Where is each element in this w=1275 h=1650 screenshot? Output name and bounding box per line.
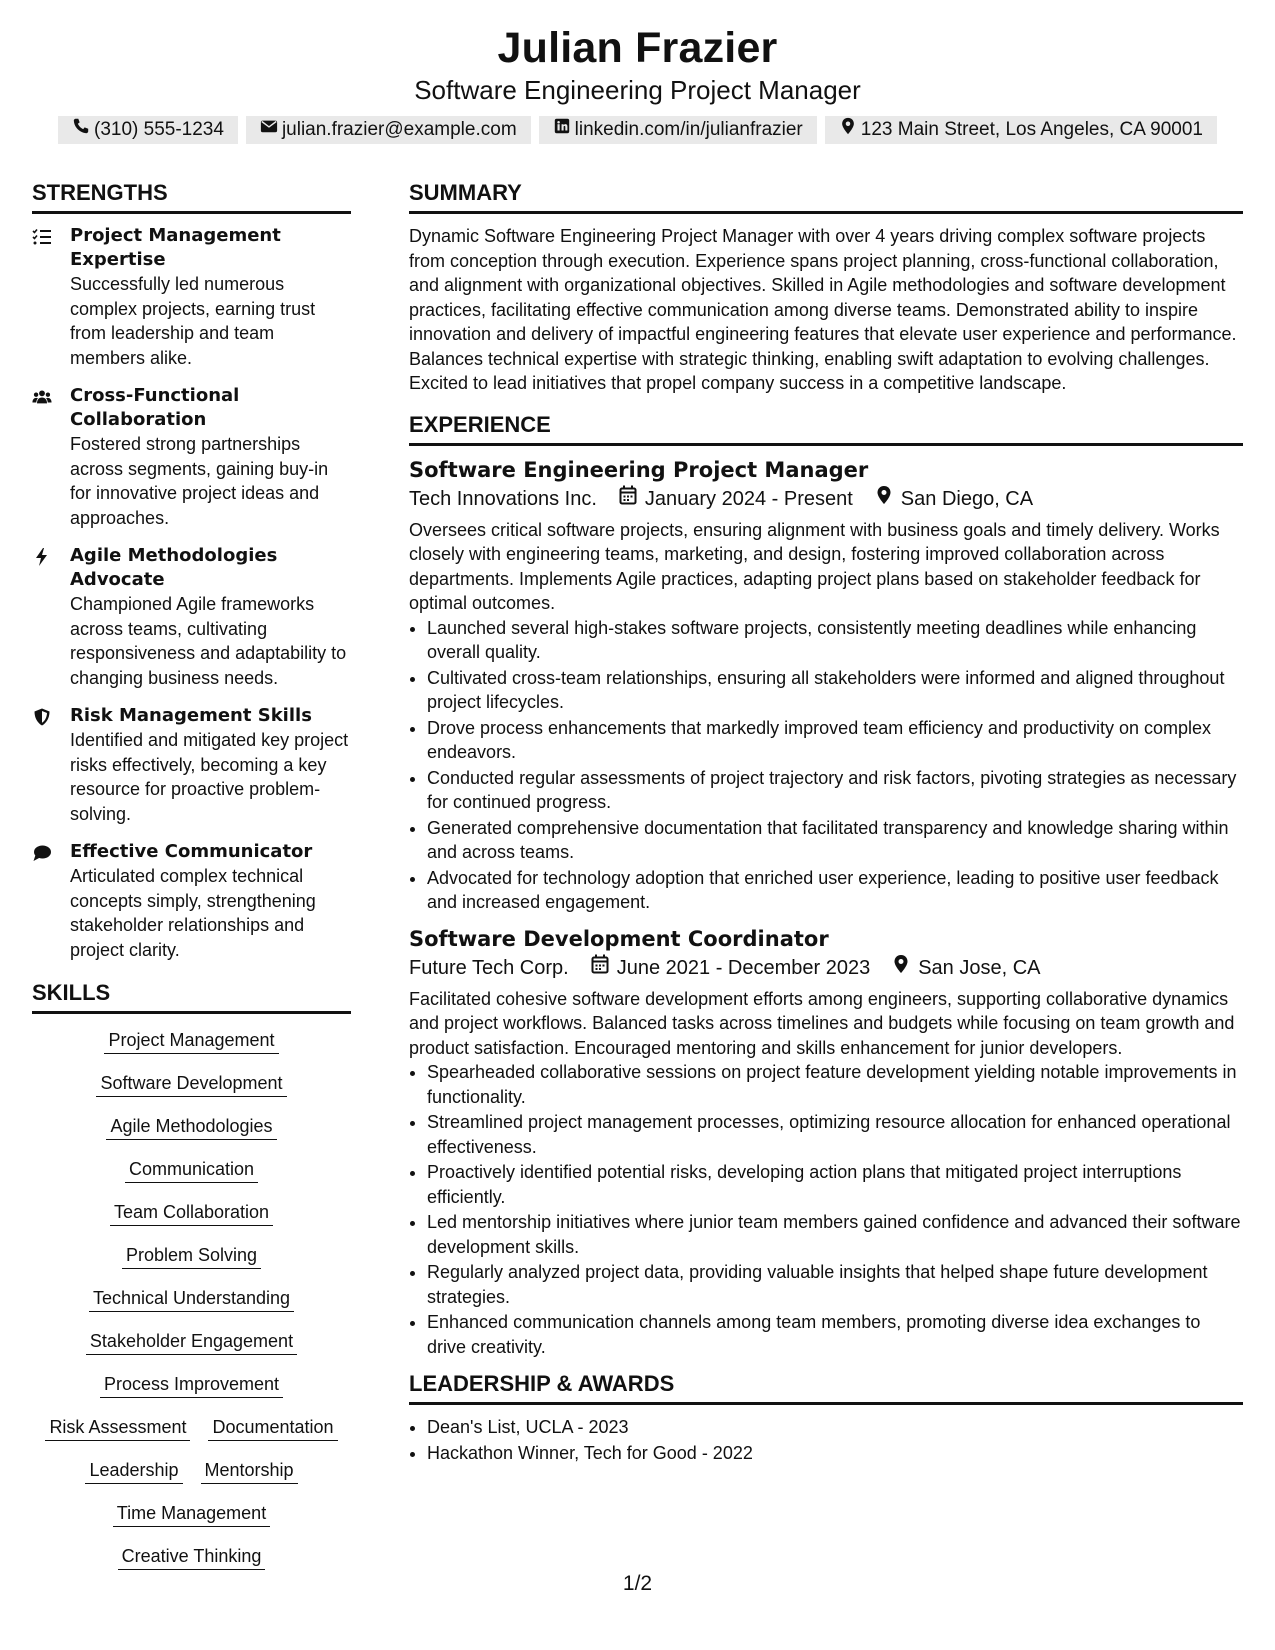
contact-address	[825, 116, 1217, 144]
strength-name: Risk Management Skills	[70, 705, 312, 726]
linkedin-icon	[553, 116, 571, 144]
job-bullet: • Proactively identified potential risks, developing action plans that mitigated project interruptions efficiently.	[427, 1160, 1243, 1209]
skill-tag: Mentorship	[201, 1458, 298, 1484]
job-bullet: • Launched several high-stakes software projects, consistently meeting deadlines while enhancing overall quality.	[427, 616, 1243, 665]
contact-email-text: julian.frazier@example.com	[281, 119, 517, 140]
map-pin-icon	[892, 953, 910, 983]
company-name: Tech Innovations Inc.	[409, 487, 597, 510]
job-description: Facilitated cohesive software development efforts among engineers, supporting collaborative dynamics and project workflows. Balanced tasks across timelines and budgets while focusing on team growth and product satisfaction. Encouraged mentoring and skills enhancement for junior developers.	[409, 988, 1235, 1058]
skill-tag: Time Management	[113, 1501, 270, 1527]
strength-desc: Fostered strong partnerships across segments, gaining buy-in for innovative project ideas and approaches.	[70, 434, 329, 528]
skill-tag: Problem Solving	[122, 1243, 261, 1269]
skill-tag: Leadership	[85, 1458, 182, 1484]
strength-name: Cross-Functional Collaboration	[70, 385, 240, 430]
strength-name: Agile Methodologies Advocate	[70, 545, 278, 590]
skill-tag: Risk Assessment	[45, 1415, 190, 1441]
job-bullet: • Conducted regular assessments of project trajectory and risk factors, pivoting strategies as necessary for continued progress.	[427, 766, 1243, 815]
strength-name: Project Management Expertise	[70, 225, 281, 270]
job-bullet: • Spearheaded collaborative sessions on project feature development yielding notable improvements in functionality.	[427, 1060, 1243, 1109]
skill-tag: Creative Thinking	[118, 1544, 266, 1570]
envelope-icon	[260, 116, 278, 144]
left-column	[32, 178, 351, 1570]
skill-tag: Communication	[125, 1157, 258, 1183]
job-bullets	[409, 1060, 1243, 1359]
strengths-list	[32, 224, 351, 962]
job-title: Software Engineering Project Manager	[409, 457, 869, 482]
job-location: San Diego, CA	[900, 487, 1034, 510]
summary-heading: SUMMARY	[409, 178, 1243, 214]
job-meta	[409, 953, 1243, 983]
skill-tag: Process Improvement	[100, 1372, 283, 1398]
job-description: Oversees critical software projects, ensuring alignment with business goals and timely delivery. Works closely with engineering teams, marketing, and design, fostering improved collaboration across departments. Implements Agile practices, adapting project plans based on stakeholder feedback for optimal outcomes.	[409, 519, 1220, 613]
job-bullet: • Regularly analyzed project data, providing valuable insights that helped shape future development strategies.	[427, 1260, 1243, 1309]
contact-bar	[0, 116, 1275, 144]
map-pin-icon	[875, 484, 893, 514]
resume-header	[0, 22, 1275, 144]
contact-email	[246, 116, 531, 144]
page-number: 1/2	[622, 1572, 653, 1595]
calendar-icon	[619, 484, 637, 514]
strength-name: Effective Communicator	[70, 841, 313, 862]
candidate-title: Software Engineering Project Manager	[414, 75, 861, 105]
speech-bubble-icon	[32, 840, 56, 962]
skill-tag: Stakeholder Engagement	[86, 1329, 297, 1355]
candidate-name: Julian Frazier	[497, 24, 778, 72]
phone-icon	[72, 116, 90, 144]
strength-item	[32, 224, 351, 370]
strength-desc: Articulated complex technical concepts simply, strengthening stakeholder relationships and project clarity.	[70, 866, 316, 960]
awards-list	[409, 1415, 1243, 1465]
strength-desc: Identified and mitigated key project risks effectively, becoming a key resource for proactive problem-solving.	[70, 730, 349, 824]
job-bullets	[409, 616, 1243, 915]
contact-address-text: 123 Main Street, Los Angeles, CA 90001	[860, 119, 1203, 140]
skill-tag: Agile Methodologies	[106, 1114, 276, 1140]
skills-heading: SKILLS	[32, 978, 351, 1014]
job-title: Software Development Coordinator	[409, 926, 829, 951]
company-name: Future Tech Corp.	[409, 956, 569, 979]
job-bullet: • Enhanced communication channels among team members, promoting diverse idea exchanges to drive creativity.	[427, 1310, 1243, 1359]
map-pin-icon	[839, 116, 857, 144]
job-bullet: • Led mentorship initiatives where junior team members gained confidence and advanced their software development skills.	[427, 1210, 1243, 1259]
contact-linkedin	[539, 116, 817, 144]
job-bullet: • Advocated for technology adoption that enriched user experience, leading to positive user feedback and increased engagement.	[427, 866, 1243, 915]
job-dates: June 2021 - December 2023	[616, 956, 871, 979]
job-meta	[409, 484, 1243, 514]
skill-tag: Project Management	[104, 1028, 278, 1054]
contact-phone-text: (310) 555-1234	[94, 119, 224, 140]
strength-desc: Successfully led numerous complex projects, earning trust from leadership and team members alike.	[70, 274, 316, 368]
strength-item	[32, 840, 351, 962]
users-icon	[32, 384, 56, 530]
award-item: • Hackathon Winner, Tech for Good - 2022	[427, 1441, 1243, 1466]
skill-tag: Team Collaboration	[110, 1200, 273, 1226]
list-check-icon	[32, 224, 56, 370]
contact-linkedin-text: linkedin.com/in/julianfrazier	[574, 119, 803, 140]
job-dates: January 2024 - Present	[644, 487, 853, 510]
skill-tag: Documentation	[208, 1415, 337, 1441]
job-bullet: • Generated comprehensive documentation that facilitated transparency and knowledge sharing within and across teams.	[427, 816, 1243, 865]
job-bullet: • Streamlined project management processes, optimizing resource allocation for enhanced operational effectiveness.	[427, 1110, 1243, 1159]
strength-item	[32, 544, 351, 690]
contact-phone	[58, 116, 238, 144]
summary-text: Dynamic Software Engineering Project Manager with over 4 years driving complex software projects from conception through execution. Experience spans project planning, cross-functional collaboration, and alignment with organizational objectives. Skilled in Agile methodologies and software development practices, facilitating effective communication among diverse teams. Demonstrated ability to inspire innovation and delivery of impactful engineering features that elevate user experience and performance. Balances technical expertise with strategic thinking, enabling swift adaptation to evolving challenges. Excited to lead initiatives that propel company success in a competitive landscape.	[409, 226, 1237, 393]
award-item: • Dean's List, UCLA - 2023	[427, 1415, 1243, 1440]
job-bullet: • Drove process enhancements that markedly improved team efficiency and productivity on complex endeavors.	[427, 716, 1243, 765]
right-column	[409, 178, 1243, 1466]
bolt-icon	[32, 544, 56, 690]
strengths-heading: STRENGTHS	[32, 178, 351, 214]
job-entry	[409, 925, 1243, 1360]
strength-item	[32, 384, 351, 530]
job-entry	[409, 456, 1243, 915]
skill-tag: Technical Understanding	[89, 1286, 294, 1312]
skill-tag: Software Development	[96, 1071, 286, 1097]
awards-heading: LEADERSHIP & AWARDS	[409, 1369, 1243, 1405]
job-location: San Jose, CA	[918, 956, 1041, 979]
strength-item	[32, 704, 351, 826]
calendar-icon	[591, 953, 609, 983]
strength-desc: Championed Agile frameworks across teams, cultivating responsiveness and adaptability to changing business needs.	[70, 594, 347, 688]
shield-icon	[32, 704, 56, 826]
skills-list	[32, 1024, 351, 1570]
skills-section	[32, 978, 351, 1570]
experience-heading: EXPERIENCE	[409, 410, 1243, 446]
job-bullet: • Cultivated cross-team relationships, ensuring all stakeholders were informed and aligned throughout project lifecycles.	[427, 666, 1243, 715]
